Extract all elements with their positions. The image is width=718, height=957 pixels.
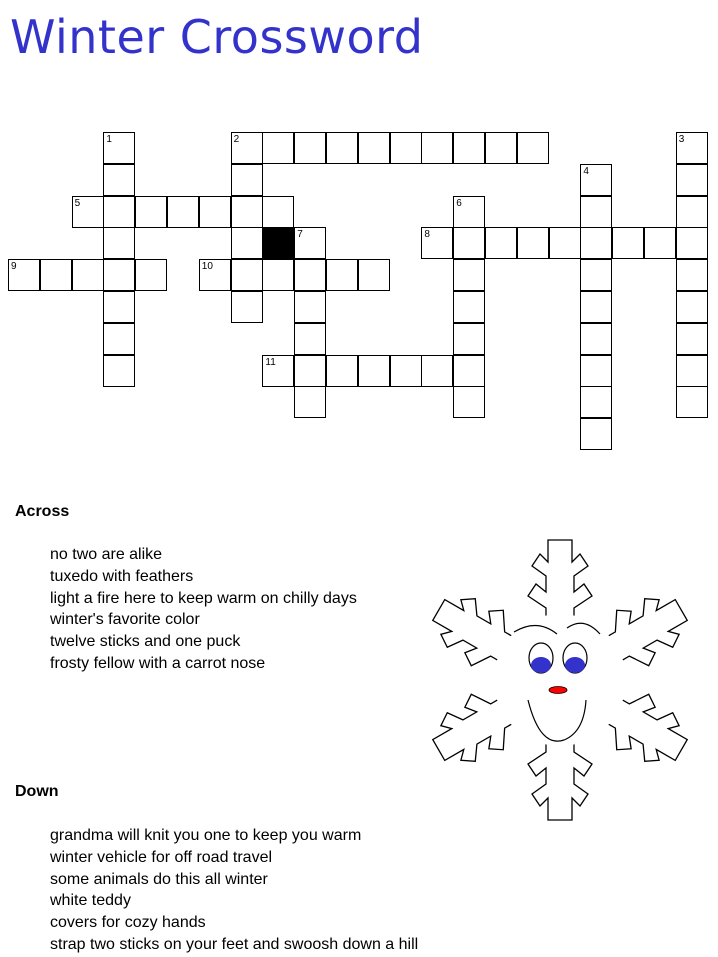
cell-number: 3 (678, 134, 685, 145)
clue-text: light a fire here to keep warm on chilly days (50, 589, 357, 607)
grid-cell[interactable] (580, 164, 612, 196)
grid-cell[interactable] (676, 196, 708, 228)
grid-cell[interactable] (231, 227, 263, 259)
grid-cell[interactable] (103, 355, 135, 387)
grid-cell[interactable] (676, 164, 708, 196)
grid-cell[interactable] (262, 132, 294, 164)
page-title: Winter Crossword (10, 10, 424, 64)
grid-cell[interactable] (580, 418, 612, 450)
clue-text: some animals do this all winter (50, 870, 268, 888)
grid-cell[interactable] (167, 196, 199, 228)
grid-cell[interactable] (294, 291, 326, 323)
grid-cell[interactable] (135, 259, 167, 291)
clue-text: tuxedo with feathers (50, 567, 194, 585)
clue-text: no two are alike (50, 546, 163, 563)
grid-cell[interactable] (103, 291, 135, 323)
grid-cell[interactable] (580, 386, 612, 418)
grid-cell[interactable] (294, 355, 326, 387)
grid-cell[interactable] (390, 132, 422, 164)
grid-cell[interactable] (676, 227, 708, 259)
clue-text: winter vehicle for off road travel (50, 848, 273, 866)
grid-cell[interactable] (421, 227, 453, 259)
grid-cell[interactable] (517, 227, 549, 259)
cell-number: 10 (201, 261, 213, 273)
grid-cell[interactable] (453, 355, 485, 387)
clue-text: covers for cozy hands (50, 914, 206, 932)
snowflake-face-image (412, 530, 712, 840)
grid-cell[interactable] (612, 227, 644, 259)
grid-cell[interactable] (421, 355, 453, 387)
grid-cell[interactable] (676, 323, 708, 355)
grid-cell[interactable] (103, 196, 135, 228)
grid-cell[interactable] (326, 132, 358, 164)
down-heading: Down (15, 783, 59, 800)
cell-number: 5 (74, 197, 81, 209)
snowflake-hub (494, 614, 626, 746)
grid-cell[interactable] (262, 259, 294, 291)
grid-cell[interactable] (103, 227, 135, 259)
cell-number: 6 (456, 197, 462, 209)
grid-cell[interactable] (485, 227, 517, 259)
cell-number: 7 (297, 229, 303, 241)
grid-cell[interactable] (390, 355, 422, 387)
grid-cell[interactable] (103, 164, 135, 196)
grid-cell[interactable] (580, 196, 612, 228)
grid-cell[interactable] (517, 132, 549, 164)
grid-cell[interactable] (453, 132, 485, 164)
grid-cell[interactable] (676, 259, 708, 291)
grid-cell[interactable] (453, 291, 485, 323)
grid-cell[interactable] (549, 227, 581, 259)
grid-cell[interactable] (676, 132, 708, 164)
clue-text: twelve sticks and one puck (50, 633, 241, 651)
grid-cell[interactable] (580, 355, 612, 387)
grid-cell[interactable] (358, 259, 390, 291)
grid-cell[interactable] (676, 291, 708, 323)
grid-cell[interactable] (103, 323, 135, 355)
grid-cell[interactable] (453, 259, 485, 291)
grid-cell[interactable] (262, 355, 294, 387)
across-heading: Across (15, 503, 70, 520)
grid-cell[interactable] (326, 259, 358, 291)
left-eye-pupil (531, 657, 551, 673)
grid-cell[interactable] (453, 386, 485, 418)
grid-cell[interactable] (231, 164, 263, 196)
grid-cell[interactable] (294, 323, 326, 355)
grid-cell[interactable] (231, 132, 263, 164)
right-eye-pupil (565, 657, 585, 673)
clue-text: winter's favorite color (50, 611, 200, 629)
grid-cell[interactable] (485, 132, 517, 164)
grid-cell[interactable] (40, 259, 72, 291)
cell-number: 4 (583, 165, 589, 177)
clue-text: strap two sticks on your feet and swoosh down a hill (50, 935, 419, 953)
grid-cell[interactable] (231, 196, 263, 228)
grid-cell[interactable] (103, 259, 135, 291)
grid-cell[interactable] (72, 196, 104, 228)
grid-cell[interactable] (358, 132, 390, 164)
cell-number: 9 (11, 261, 17, 273)
cell-number: 1 (106, 134, 112, 145)
grid-cell[interactable] (676, 386, 708, 418)
nose (549, 687, 567, 694)
snowflake-arm (528, 540, 592, 620)
grid-cell[interactable] (326, 355, 358, 387)
grid-cell[interactable] (294, 259, 326, 291)
grid-cell[interactable] (199, 259, 231, 291)
grid-cell[interactable] (72, 259, 104, 291)
grid-cell[interactable] (294, 132, 326, 164)
grid-cell[interactable] (421, 132, 453, 164)
grid-cell[interactable] (676, 355, 708, 387)
grid-cell[interactable] (231, 291, 263, 323)
grid-cell[interactable] (580, 291, 612, 323)
grid-cell[interactable] (262, 196, 294, 228)
grid-cell[interactable] (580, 227, 612, 259)
grid-cell[interactable] (580, 259, 612, 291)
snowflake-icon (423, 540, 697, 820)
clue-text: frosty fellow with a carrot nose (50, 654, 266, 672)
cell-number: 2 (233, 134, 240, 145)
clue-text: grandma will knit you one to keep you warm (50, 827, 362, 844)
cell-number: 11 (265, 356, 276, 368)
black-grid-cell (262, 227, 294, 259)
grid-cell[interactable] (358, 355, 390, 387)
grid-cell[interactable] (231, 259, 263, 291)
grid-cell[interactable] (453, 227, 485, 259)
clue-text: white teddy (50, 892, 131, 910)
snowflake-arm (528, 740, 592, 820)
grid-cell[interactable] (294, 227, 326, 259)
grid-cell[interactable] (580, 323, 612, 355)
crossword-grid (0, 0, 718, 460)
grid-cell[interactable] (135, 196, 167, 228)
grid-cell[interactable] (8, 259, 40, 291)
grid-cell[interactable] (453, 323, 485, 355)
grid-cell[interactable] (199, 196, 231, 228)
grid-cell[interactable] (294, 386, 326, 418)
cell-number: 8 (424, 229, 430, 241)
grid-cell[interactable] (644, 227, 676, 259)
grid-cell[interactable] (103, 132, 135, 164)
grid-cell[interactable] (453, 196, 485, 228)
